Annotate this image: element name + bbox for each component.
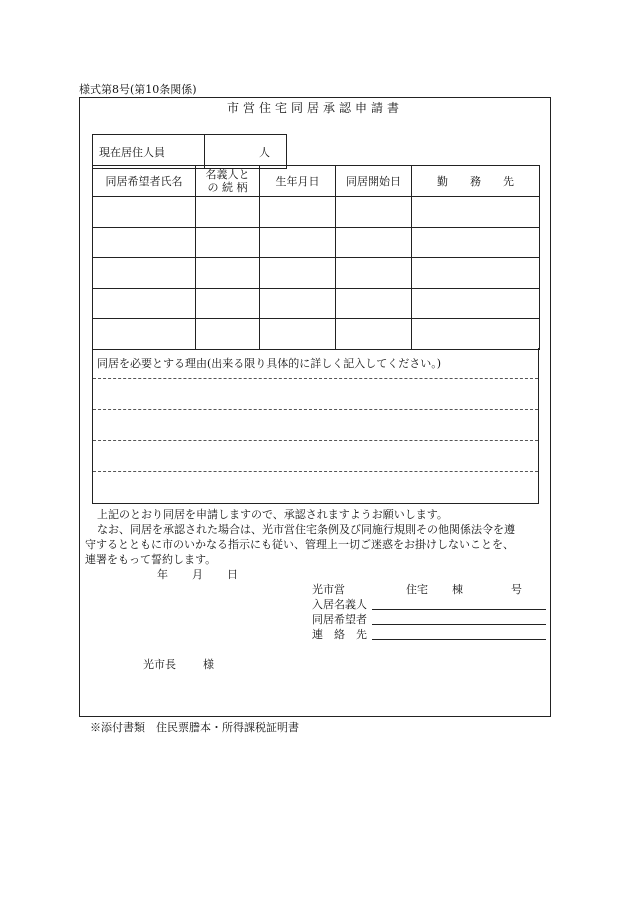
cell-name[interactable] — [93, 228, 196, 258]
housing-jutaku: 住宅 — [406, 583, 428, 596]
date-day-label: 日 — [227, 568, 238, 581]
cell-relation[interactable] — [196, 258, 260, 289]
cell-start-date[interactable] — [336, 289, 412, 319]
header-relation-line1: 名義人と — [205, 168, 250, 181]
form-title: 市営住宅同居承認申請書 — [226, 101, 403, 115]
cell-start-date[interactable] — [336, 258, 412, 289]
housing-prefix: 光市営 — [312, 583, 345, 596]
reason-line — [93, 409, 538, 410]
cell-start-date[interactable] — [336, 197, 412, 228]
applicant-signature-line[interactable] — [372, 624, 546, 625]
cell-relation[interactable] — [196, 228, 260, 258]
table-row — [93, 319, 540, 350]
statement-line2: なお、同居を承認された場合は、光市営住宅条例及び同施行規則その他関係法令を遵 — [97, 523, 515, 536]
housing-tou: 棟 — [452, 583, 463, 596]
contact-line[interactable] — [372, 639, 546, 640]
statement-line1: 上記のとおり同居を申請しますので、承認されますようお願いします。 — [97, 508, 448, 521]
header-birthdate: 生年月日 — [260, 166, 336, 197]
form-number-label: 様式第8号(第10条関係) — [79, 83, 197, 96]
cell-relation[interactable] — [196, 197, 260, 228]
table-row — [93, 289, 540, 319]
cell-name[interactable] — [93, 289, 196, 319]
table-row — [93, 258, 540, 289]
reason-box[interactable] — [92, 348, 539, 504]
addressee-name: 光市長 — [143, 658, 176, 671]
cell-relation[interactable] — [196, 289, 260, 319]
cell-birthdate[interactable] — [260, 289, 336, 319]
reason-line — [93, 378, 538, 379]
header-name: 同居希望者氏名 — [93, 166, 196, 197]
cell-start-date[interactable] — [336, 319, 412, 350]
cell-workplace[interactable] — [412, 258, 540, 289]
applicant-label: 同居希望者 — [312, 613, 367, 626]
cell-name[interactable] — [93, 319, 196, 350]
cell-workplace[interactable] — [412, 197, 540, 228]
header-start-date: 同居開始日 — [336, 166, 412, 197]
current-residents-unit: 人 — [205, 135, 287, 169]
cell-relation[interactable] — [196, 319, 260, 350]
contact-label: 連 絡 先 — [312, 628, 367, 641]
cell-name[interactable] — [93, 197, 196, 228]
table-row — [93, 197, 540, 228]
current-residents-label: 現在居住人員 — [93, 135, 205, 169]
cell-workplace[interactable] — [412, 289, 540, 319]
cohabitant-table — [92, 165, 540, 350]
current-residents-table — [92, 134, 287, 169]
statement-line3: 守するとともに市のいかなる指示にも従い、管理上一切ご迷惑をお掛けしないことを、 — [85, 538, 514, 551]
reason-line — [93, 440, 538, 441]
cell-workplace[interactable] — [412, 228, 540, 258]
header-relation-line2: の 続 柄 — [207, 181, 248, 194]
reason-label: 同居を必要とする理由(出来る限り具体的に詳しく記入してください。) — [97, 357, 442, 370]
attachments-note: ※添付書類 住民票謄本・所得課税証明書 — [90, 721, 299, 734]
date-month-label: 月 — [192, 568, 203, 581]
housing-gou: 号 — [511, 583, 522, 596]
table-row — [93, 228, 540, 258]
cell-birthdate[interactable] — [260, 258, 336, 289]
statement-line4: 連署をもって誓約します。 — [85, 553, 217, 566]
cell-birthdate[interactable] — [260, 319, 336, 350]
cell-name[interactable] — [93, 258, 196, 289]
tenant-label: 入居名義人 — [312, 598, 367, 611]
reason-line — [93, 471, 538, 472]
date-year-label: 年 — [157, 568, 168, 581]
tenant-signature-line[interactable] — [372, 609, 546, 610]
addressee-honorific: 様 — [203, 658, 214, 671]
header-relation — [196, 166, 260, 197]
cell-workplace[interactable] — [412, 319, 540, 350]
cell-start-date[interactable] — [336, 228, 412, 258]
cell-birthdate[interactable] — [260, 197, 336, 228]
header-workplace: 勤 務 先 — [412, 166, 540, 197]
table-header-row — [93, 166, 540, 197]
cell-birthdate[interactable] — [260, 228, 336, 258]
